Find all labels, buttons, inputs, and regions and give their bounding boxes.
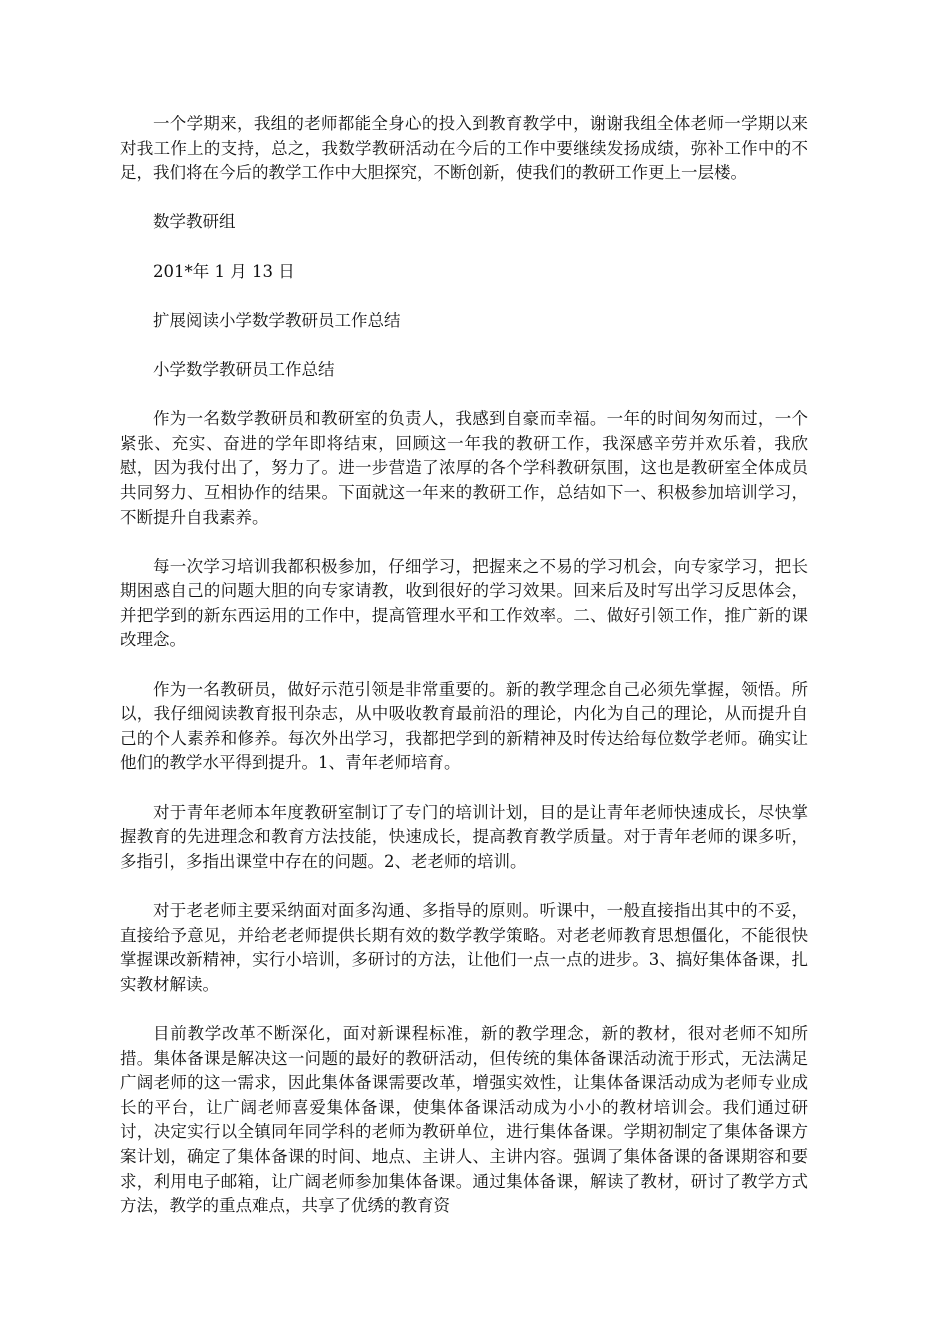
paragraph-leadership: 作为一名教研员，做好示范引领是非常重要的。新的教学理念自己必须先掌握，领悟。所以，我仔细阅读教育报刊杂志，从中吸收教育最前沿的理论，内化为自己的理论，从而提升自己的个人素养和修养。每次外出学习，我都把学到的新精神及时传达给每位数学老师。确实让他们的教学水平得到提升。1、青年老师培育。 bbox=[120, 679, 808, 773]
signature-group: 数学教研组 bbox=[153, 212, 236, 232]
paragraph-training: 每一次学习培训我都积极参加，仔细学习，把握来之不易的学习机会，向专家学习，把长期困惑自己的问题大胆的向专家请教，收到很好的学习效果。回来后及时写出学习反思体会，并把学到的新东西运用的工作中，提高管理水平和工作效率。二、做好引领工作，推广新的课改理念。 bbox=[120, 556, 808, 650]
paragraph-senior-teachers: 对于老老师主要采纳面对面多沟通、多指导的原则。听课中，一般直接指出其中的不妥，直接给予意见，并给老老师提供长期有效的数学教学策略。对老老师教育思想僵化，不能很快掌握课改新精神，实行小培训，多研讨的方法，让他们一点一点的进步。3、搞好集体备课，扎实教材解读。 bbox=[120, 901, 808, 994]
paragraph-intro: 作为一名数学教研员和教研室的负责人，我感到自豪而幸福。一年的时间匆匆而过，一个紧张、充实、奋进的学年即将结束，回顾这一年我的教研工作，我深感辛劳并欢乐着，我欣慰，因为我付出了，努力了。进一步营造了浓厚的各个学科教研氛围，这也是教研室全体成员共同努力、互相协作的结果。下面就这一年来的教研工作，总结如下一、积极参加培训学习，不断提升自我素养。 bbox=[120, 409, 808, 527]
signature-date: 201*年 1 月 13 日 bbox=[153, 261, 295, 281]
extended-reading-heading: 扩展阅读小学数学教研员工作总结 bbox=[153, 310, 401, 330]
paragraph-closing-summary: 一个学期来，我组的老师都能全身心的投入到教育教学中，谢谢我组全体老师一学期以来对我工作上的支持，总之，我数学教研活动在今后的工作中要继续发扬成绩，弥补工作中的不足，我们将在今后的教学工作中大胆探究，不断创新，使我们的教研工作更上一层楼。 bbox=[120, 114, 808, 183]
paragraph-collective-lesson-prep: 目前教学改革不断深化，面对新课程标准，新的教学理念，新的教材，很对老师不知所措。集体备课是解决这一问题的最好的教研活动，但传统的集体备课活动流于形式，无法满足广阔老师的这一需求，因此集体备课需要改革，增强实效性，让集体备课活动成为老师专业成长的平台，让广阔老师喜爱集体备课，使集体备课活动成为小小的教材培训会。我们通过研讨，决定实行以全镇同年同学科的老师为教研单位，进行集体备课。学期初制定了集体备课方案计划，确定了集体备课的时间、地点、主讲人、主讲内容。强调了集体备课的备课期容和要求，利用电子邮箱，让广阔老师参加集体备课。通过集体备课，解读了教材，研讨了教学方式方法，教学的重点难点，共享了优绣的教育资 bbox=[120, 1023, 808, 1216]
paragraph-young-teachers: 对于青年老师本年度教研室制订了专门的培训计划，目的是让青年老师快速成长，尽快掌握教育的先进理念和教育方法技能，快速成长，提高教育教学质量。对于青年老师的课多听，多指引，多指出课堂中存在的问题。2、老老师的培训。 bbox=[120, 802, 808, 871]
document-body bbox=[120, 112, 808, 1243]
section-title: 小学数学教研员工作总结 bbox=[153, 359, 335, 379]
